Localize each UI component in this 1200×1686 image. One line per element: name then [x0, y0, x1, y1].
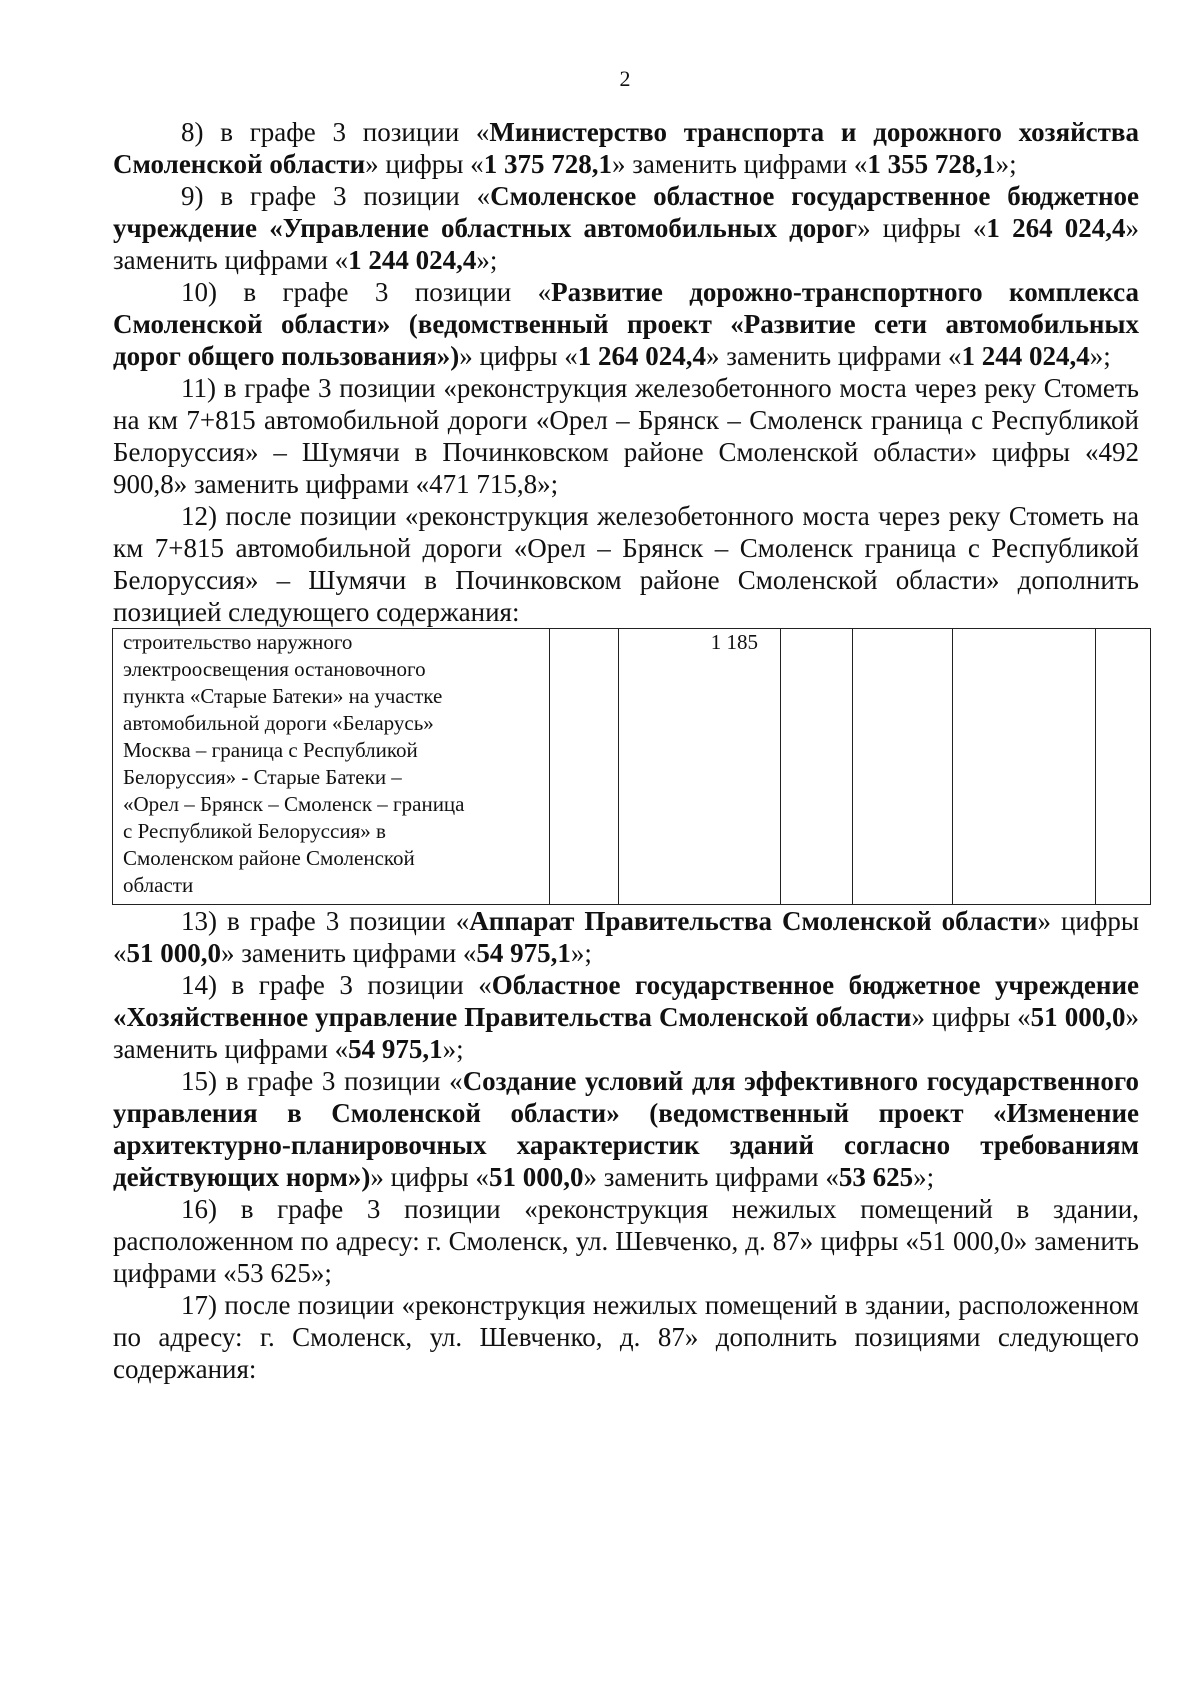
item-8-mid: » цифры «: [365, 149, 484, 179]
inserted-position-table-wrap: [112, 628, 1140, 905]
item-12: 12) после позиции «реконструкция железобетонного моста через реку Стометь на км 7+815 автомобильной дороги «Орел – Брянск – Смоленск граница с Республикой Белоруссия» – Шумячи в Починковском районе Смоленской области» дополнить позицией следующего содержания:: [113, 501, 1139, 627]
item-13-replace: » заменить цифрами «: [221, 938, 477, 968]
item-13: [113, 905, 1139, 969]
item-8-prefix: 8) в графе 3 позиции «: [181, 117, 490, 147]
item-14-replace: » заменить цифрами «: [113, 1002, 1139, 1064]
item-13-name: Аппарат Правительства Смоленской области: [469, 906, 1038, 936]
item-9-mid: » цифры «: [857, 213, 987, 243]
item-10-replace: » заменить цифрами «: [706, 341, 962, 371]
document-body: [113, 116, 1139, 1385]
item-15-prefix: 15) в графе 3 позиции «: [181, 1066, 463, 1096]
item-13-prefix: 13) в графе 3 позиции «: [181, 906, 470, 936]
item-8-old-value: 1 375 728,1: [483, 149, 612, 179]
table-cell-col3: 1 185: [619, 629, 781, 905]
item-9: [113, 180, 1139, 276]
item-8: [113, 116, 1139, 180]
item-10-name: Развитие дорожно-транспортного комплекса Смоленской области» (ведомственный проект «Развитие сети автомобильных дорог общего пользования»): [113, 277, 1139, 371]
item-9-replace: » заменить цифрами «: [113, 213, 1139, 275]
item-10-new-value: 1 244 024,4: [961, 341, 1090, 371]
item-13-new-value: 54 975,1: [476, 938, 571, 968]
item-10-old-value: 1 264 024,4: [577, 341, 707, 371]
item-11: 11) в графе 3 позиции «реконструкция железобетонного моста через реку Стометь на км 7+815 автомобильной дороги «Орел – Брянск – Смоленск граница с Республикой Белоруссия» – Шумячи в Починковском районе Смоленской области» цифры «492 900,8» заменить цифрами «471 715,8»;: [113, 373, 1139, 499]
item-10-prefix: 10) в графе 3 позиции «: [181, 277, 552, 307]
item-13-old-value: 51 000,0: [126, 938, 221, 968]
item-15-new-value: 53 625: [838, 1162, 914, 1192]
item-9-new-value: 1 244 024,4: [348, 245, 477, 275]
table-cell-col4: [781, 629, 853, 905]
item-15-mid: » цифры «: [370, 1162, 489, 1192]
item-16: 16) в графе 3 позиции «реконструкция нежилых помещений в здании, расположенном по адресу: г. Смоленск, ул. Шевченко, д. 87» цифры «51 000,0» заменить цифрами «53 625»;: [113, 1194, 1139, 1288]
item-10-mid: » цифры «: [459, 341, 578, 371]
item-10-end: »;: [1089, 341, 1111, 371]
item-17: 17) после позиции «реконструкция нежилых помещений в здании, расположенном по адресу: г. Смоленск, ул. Шевченко, д. 87» дополнить позициями следующего содержания:: [113, 1290, 1139, 1384]
item-15-name: Создание условий для эффективного государственного управления в Смоленской области» (ведомственный проект «Изменение архитектурно-планировочных характеристик зданий согласно требованиям действующих норм»): [113, 1066, 1139, 1192]
item-9-name: Смоленское областное государственное бюджетное учреждение «Управление областных автомобильных дорог: [113, 181, 1139, 243]
item-14-new-value: 54 975,1: [348, 1034, 443, 1064]
item-15-old-value: 51 000,0: [488, 1162, 584, 1192]
item-14-prefix: 14) в графе 3 позиции «: [181, 970, 492, 1000]
table-cell-name: строительство наружного электроосвещения остановочного пункта «Старые Батеки» на участке автомобильной дороги «Беларусь» Москва – граница с Республикой Белоруссия» - Старые Батеки – «Орел – Брянск – Смоленск – граница с Республикой Белоруссия» в Смоленском районе Смоленской области: [113, 629, 550, 905]
inserted-position-table: [112, 628, 1151, 905]
table-cell-col2: [550, 629, 619, 905]
item-14-end: »;: [442, 1034, 464, 1064]
item-9-old-value: 1 264 024,4: [986, 213, 1126, 243]
table-row: [113, 629, 1151, 905]
table-cell-col7: [1096, 629, 1151, 905]
table-cell-col5: [853, 629, 953, 905]
item-14-mid: » цифры «: [911, 1002, 1031, 1032]
item-8-name: Министерство транспорта и дорожного хозяйства Смоленской области: [113, 117, 1139, 179]
item-14-old-value: 51 000,0: [1030, 1002, 1126, 1032]
item-13-end: »;: [570, 938, 592, 968]
item-14: [113, 969, 1139, 1065]
item-9-end: »;: [476, 245, 498, 275]
item-8-new-value: 1 355 728,1: [867, 149, 996, 179]
item-9-prefix: 9) в графе 3 позиции «: [181, 181, 491, 211]
item-8-end: »;: [995, 149, 1017, 179]
item-15-replace: » заменить цифрами «: [583, 1162, 839, 1192]
table-cell-col6: [953, 629, 1096, 905]
item-10: [113, 276, 1139, 372]
item-15: [113, 1065, 1139, 1193]
item-15-end: »;: [913, 1162, 935, 1192]
item-8-replace: » заменить цифрами «: [611, 149, 868, 179]
item-13-mid: » цифры «: [113, 906, 1139, 968]
page-number: 2: [619, 66, 631, 91]
item-14-name: Областное государственное бюджетное учреждение «Хозяйственное управление Правительства Смоленской области: [113, 970, 1139, 1032]
